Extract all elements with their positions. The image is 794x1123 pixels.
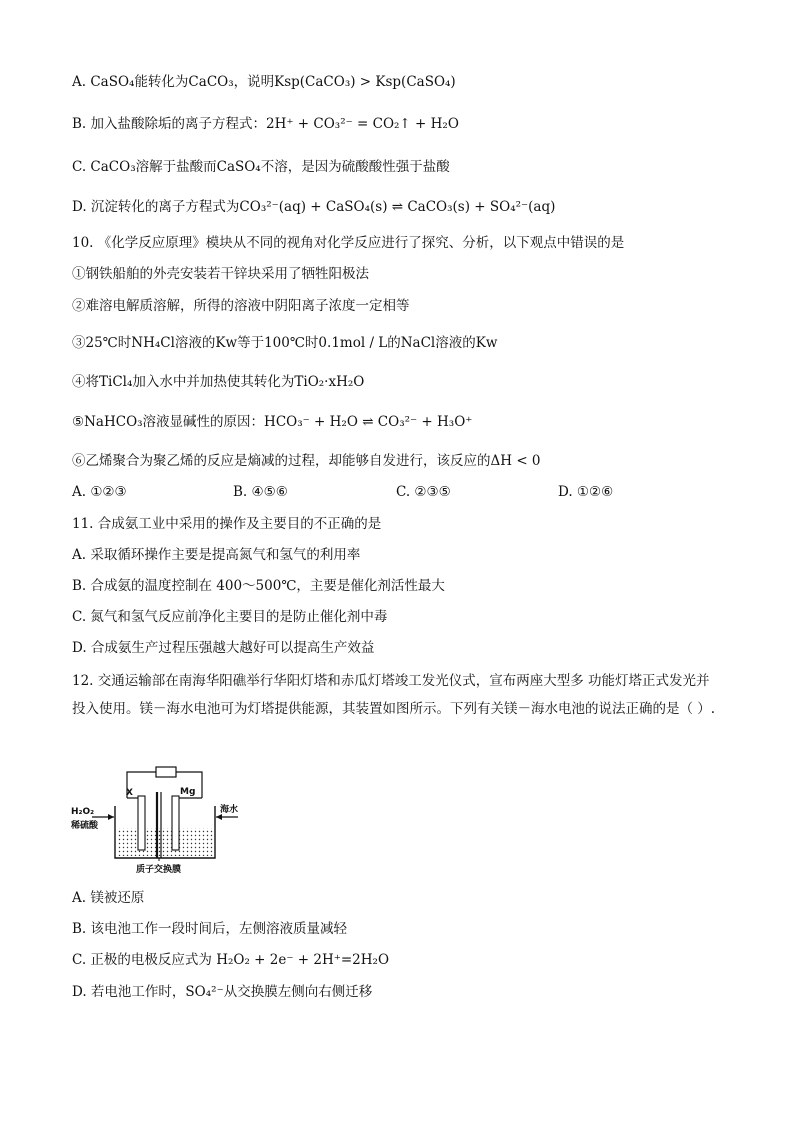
q12-option-a[interactable]: A. 镁被还原 [72, 890, 145, 906]
q9-option-a[interactable]: A. CaSO₄能转化为CaCO₃，说明Ksp(CaCO₃) > Ksp(CaSO₄) [72, 74, 456, 90]
q10-option-a[interactable]: A. ①②③ [72, 484, 127, 500]
q11-option-a[interactable]: A. 采取循环操作主要是提高氮气和氢气的利用率 [72, 547, 361, 563]
q12-stem: 12. 交通运输部在南海华阳礁举行华阳灯塔和赤瓜灯塔竣工发光仪式，宣布两座大型多 功能灯塔正式发光并投入使用。镁－海水电池可为灯塔提供能源，其装置如图所示。下列有关镁－海水电池的说法正确的是（ ）. [72, 673, 716, 717]
q10-statement-6: ⑥乙烯聚合为聚乙烯的反应是熵减的过程，却能够自发进行，该反应的ΔH < 0 [72, 453, 541, 469]
electrode-x [138, 796, 145, 850]
q9-option-b[interactable]: B. 加入盐酸除垢的离子方程式：2H⁺ + CO₃²⁻ = CO₂↑ + H₂O [72, 116, 459, 132]
q12-option-b[interactable]: B. 该电池工作一段时间后，左侧溶液质量减轻 [72, 921, 348, 937]
q12-option-d[interactable]: D. 若电池工作时，SO₄²⁻从交换膜左侧向右侧迁移 [72, 984, 373, 1000]
label-x: X [126, 788, 133, 798]
q10-option-c[interactable]: C. ②③⑤ [396, 484, 451, 500]
label-acid: 稀硫酸 [71, 821, 99, 831]
label-mg: Mg [180, 787, 196, 797]
q11-option-b[interactable]: B. 合成氨的温度控制在 400～500℃，主要是催化剂活性最大 [72, 578, 445, 594]
battery-diagram [70, 762, 250, 874]
q9-option-c[interactable]: C. CaCO₃溶解于盐酸而CaSO₄不溶，是因为硫酸酸性强于盐酸 [72, 159, 450, 175]
q11-option-d[interactable]: D. 合成氨生产过程压强越大越好可以提高生产效益 [72, 640, 375, 656]
q12-option-c[interactable]: C. 正极的电极反应式为 H₂O₂ + 2e⁻ + 2H⁺=2H₂O [72, 952, 390, 968]
q11-stem: 11. 合成氨工业中采用的操作及主要目的不正确的是 [72, 516, 382, 532]
q10-statement-1: ①钢铁船舶的外壳安装若干锌块采用了牺牲阳极法 [72, 266, 369, 282]
electrode-mg [172, 796, 179, 850]
q9-option-d[interactable]: D. 沉淀转化的离子方程式为CO₃²⁻(aq) + CaSO₄(s) ⇌ CaCO₃(s) + SO₄²⁻(aq) [72, 199, 556, 215]
label-h2o2: H₂O₂ [71, 807, 95, 817]
q10-option-d[interactable]: D. ①②⑥ [558, 484, 614, 500]
q10-statement-4: ④将TiCl₄加入水中并加热使其转化为TiO₂·xH₂O [72, 374, 365, 390]
q10-statement-5: ⑤NaHCO₃溶液显碱性的原因：HCO₃⁻ + H₂O ⇌ CO₃²⁻ + H₃O⁺ [72, 414, 473, 430]
resistor-symbol [156, 767, 176, 777]
left-inlet-arrow [108, 814, 114, 820]
q10-stem: 10. 《化学反应原理》模块从不同的视角对化学反应进行了探究、分析，以下观点中错误的是 [72, 235, 625, 251]
q10-statement-2: ②难溶电解质溶解，所得的溶液中阴阳离子浓度一定相等 [72, 298, 410, 314]
q10-option-b[interactable]: B. ④⑤⑥ [233, 484, 288, 500]
q10-statement-3: ③25℃时NH₄Cl溶液的Kw等于100℃时0.1mol / L的NaCl溶液的Kw [72, 335, 498, 351]
label-seawater: 海水 [220, 805, 239, 815]
q11-option-c[interactable]: C. 氮气和氢气反应前净化主要目的是防止催化剂中毒 [72, 609, 388, 625]
label-membrane: 质子交换膜 [136, 865, 182, 874]
